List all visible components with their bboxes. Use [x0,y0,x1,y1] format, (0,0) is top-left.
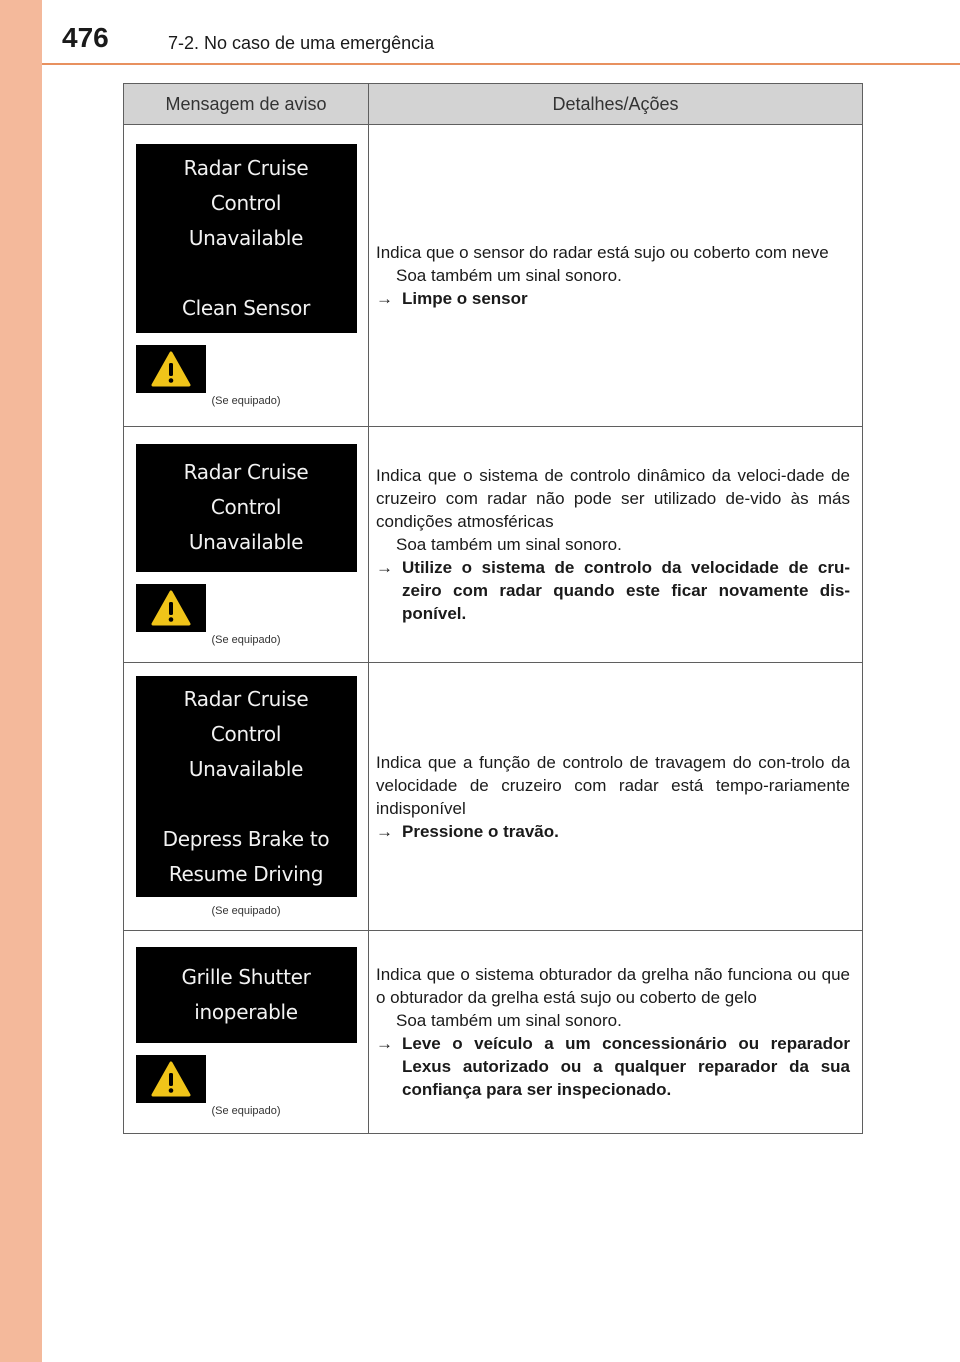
details-text: Indica que a função de controlo de travagem do con-trolo da velocidade de cruzeiro com radar está tempo-rariamente indisponível [376,752,850,818]
warning-table [123,83,863,1134]
details-cell [369,427,863,663]
table-row [124,931,863,1134]
action-line [376,287,850,310]
arrow-icon: → [376,821,393,841]
side-strip [0,0,42,1362]
lcd-line: Depress Brake to [162,826,330,851]
lcd-line: Radar Cruise [183,686,309,711]
message-cell [124,663,369,931]
lcd-line: Grille Shutter [181,965,311,989]
lcd-line: Radar Cruise [183,460,309,484]
arrow-icon: → [376,1034,393,1053]
details-text: Indica que o sistema obturador da grelha não funciona ou que o obturador da grelha está sujo ou coberto de gelo [376,965,850,1007]
section-title: 7-2. No caso de uma emergência [168,33,435,53]
details-cell [369,931,863,1134]
details-text: Indica que o sensor do radar está sujo ou coberto com neve [376,243,829,262]
message-cell [124,125,369,427]
arrow-icon: → [376,289,393,308]
lcd-display [136,444,357,572]
lcd-line: Clean Sensor [181,296,311,320]
lcd-line: Control [210,495,282,519]
lcd-display [136,144,357,333]
lcd-line: inoperable [194,1000,298,1024]
action-text: Limpe o sensor [402,289,528,308]
details-cell [369,125,863,427]
lcd-line: Resume Driving [168,861,324,886]
message-cell [124,931,369,1134]
table-header-row [124,84,863,125]
action-text: Pressione o travão. [402,821,559,841]
table-row [124,427,863,663]
equipped-note: (Se equipado) [211,1105,281,1117]
lcd-line: Control [210,191,282,215]
column-header-details: Detalhes/Ações [369,84,863,125]
equipped-note: (Se equipado) [211,395,281,407]
lcd-display [136,947,357,1043]
table-row [124,125,863,427]
lcd-line: Unavailable [188,530,304,554]
lcd-line: Unavailable [188,756,304,781]
warning-triangle-icon [136,345,206,393]
sound-note: Soa também um sinal sonoro. [396,535,622,554]
header-rule [42,63,960,65]
column-header-message: Mensagem de aviso [124,84,369,125]
lcd-display [136,676,357,897]
action-line [376,556,850,625]
warning-triangle-icon [136,1055,206,1103]
arrow-icon: → [376,558,393,577]
details-cell [369,663,863,931]
action-line [376,1032,850,1101]
details-text: Indica que o sistema de controlo dinâmico da veloci-dade de cruzeiro com radar não pode ser utilizado de-vido às más condições atmosféricas [376,466,850,531]
message-cell [124,427,369,663]
action-text: Leve o veículo a um concessionário ou reparador Lexus autorizado ou a qualquer reparador da sua confiança para ser inspecionado. [402,1034,850,1099]
page-number: 476 [62,22,109,53]
action-text: Utilize o sistema de controlo da velocidade de cru-zeiro com radar quando este ficar novamente dis-ponível. [402,558,850,623]
lcd-line: Radar Cruise [183,156,309,180]
lcd-line: Unavailable [188,226,304,250]
sound-note: Soa também um sinal sonoro. [396,1011,622,1030]
table-row [124,663,863,931]
action-line [376,820,850,843]
lcd-line: Control [210,721,282,746]
equipped-note: (Se equipado) [211,905,281,917]
equipped-note: (Se equipado) [211,633,281,646]
sound-note: Soa também um sinal sonoro. [396,266,622,285]
warning-triangle-icon [136,584,206,632]
